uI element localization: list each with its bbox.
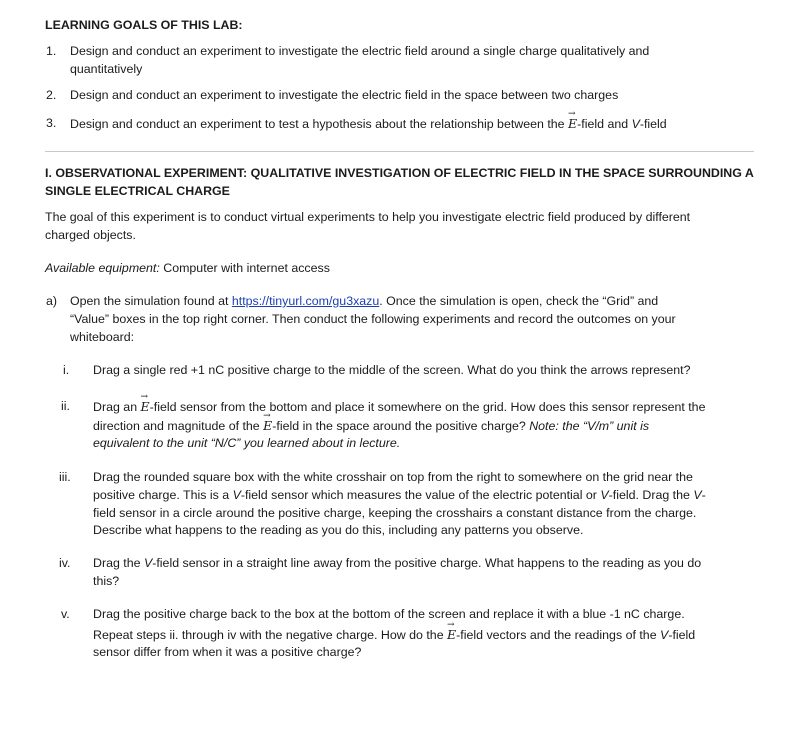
goal-1-number: 1. <box>46 44 57 58</box>
step-i-text: Drag a single red +1 nC positive charge to the middle of the screen. What do you think the arrows represent? <box>93 363 691 377</box>
part-a-line2: “Value” boxes in the top right corner. Then conduct the following experiments and record the outcomes on your <box>70 312 676 326</box>
section-title-line2: SINGLE ELECTRICAL CHARGE <box>45 184 230 198</box>
step-iii-number: iii. <box>59 470 71 484</box>
available-equipment <box>45 260 330 277</box>
goal-3-number: 3. <box>46 116 57 130</box>
step-ii-line1: Drag an → E-field sensor from the bottom and place it somewhere on the grid. How does this sensor represent the <box>93 398 705 416</box>
e-vector-symbol: → E <box>447 626 456 643</box>
equipment-value: Computer with internet access <box>159 261 330 275</box>
step-iv-number: iv. <box>59 556 71 570</box>
simulation-link[interactable]: https://tinyurl.com/gu3xazu <box>231 294 380 308</box>
section-divider <box>45 151 754 152</box>
goal-2-text: Design and conduct an experiment to investigate the electric field in the space between two charges <box>70 88 619 102</box>
part-a-line1: Open the simulation found at https://tinyurl.com/gu3xazu. Once the simulation is open, check the “Grid” and <box>70 294 659 308</box>
goal-paragraph-line1: The goal of this experiment is to conduct virtual experiments to help you investigate electric field produced by different <box>45 210 691 224</box>
step-ii-number: ii. <box>61 399 70 413</box>
step-ii-line3: equivalent to the unit “N/C” you learned about in lecture. <box>93 436 401 450</box>
goal-1-line2: quantitatively <box>70 62 143 76</box>
goal-paragraph-line2: charged objects. <box>45 228 136 242</box>
step-v-number: v. <box>61 607 70 621</box>
step-iii-line1: Drag the rounded square box with the white crosshair on top from the right to somewhere on the grid near the <box>93 470 693 484</box>
part-a-line3: whiteboard: <box>70 330 135 344</box>
step-i-number: i. <box>63 363 70 377</box>
goal-3-text: Design and conduct an experiment to test a hypothesis about the relationship between the → E-field and V-field <box>70 115 667 133</box>
e-vector-symbol: → E <box>263 417 272 434</box>
step-iii-line2: positive charge. This is a V-field sensor which measures the value of the electric potential or V-field. Drag the V- <box>93 488 706 502</box>
e-vector-symbol: → E <box>141 398 150 415</box>
equipment-label: Available equipment: <box>45 261 160 275</box>
section-title-line1: I. OBSERVATIONAL EXPERIMENT: QUALITATIVE INVESTIGATION OF ELECTRIC FIELD IN THE SPACE SURROUNDING A <box>45 166 754 180</box>
goal-2-number: 2. <box>46 88 57 102</box>
goal-1-line1: Design and conduct an experiment to investigate the electric field around a single charge qualitatively and <box>70 44 650 58</box>
step-iv-line1: Drag the V-field sensor in a straight line away from the positive charge. What happens to the reading as you do <box>93 556 702 570</box>
goals-heading: LEARNING GOALS OF THIS LAB: <box>45 18 243 32</box>
step-v-line3: sensor differ from when it was a positive charge? <box>93 645 362 659</box>
e-vector-symbol: → E <box>568 115 577 132</box>
step-v-line2: Repeat steps ii. through iv with the negative charge. How do the → E-field vectors and the readings of the V-field <box>93 626 695 644</box>
part-a-label: a) <box>46 294 58 308</box>
step-v-line1: Drag the positive charge back to the box at the bottom of the screen and replace it with a blue -1 nC charge. <box>93 607 685 621</box>
step-iv-line2: this? <box>93 574 120 588</box>
step-iii-line3: field sensor in a circle around the positive charge, keeping the crosshairs a constant distance from the charge. <box>93 506 697 520</box>
step-ii-line2: direction and magnitude of the → E-field in the space around the positive charge? Note: the “V/m” unit is <box>93 417 649 435</box>
step-iii-line4: Describe what happens to the reading as you do this, including any patterns you observe. <box>93 523 584 537</box>
